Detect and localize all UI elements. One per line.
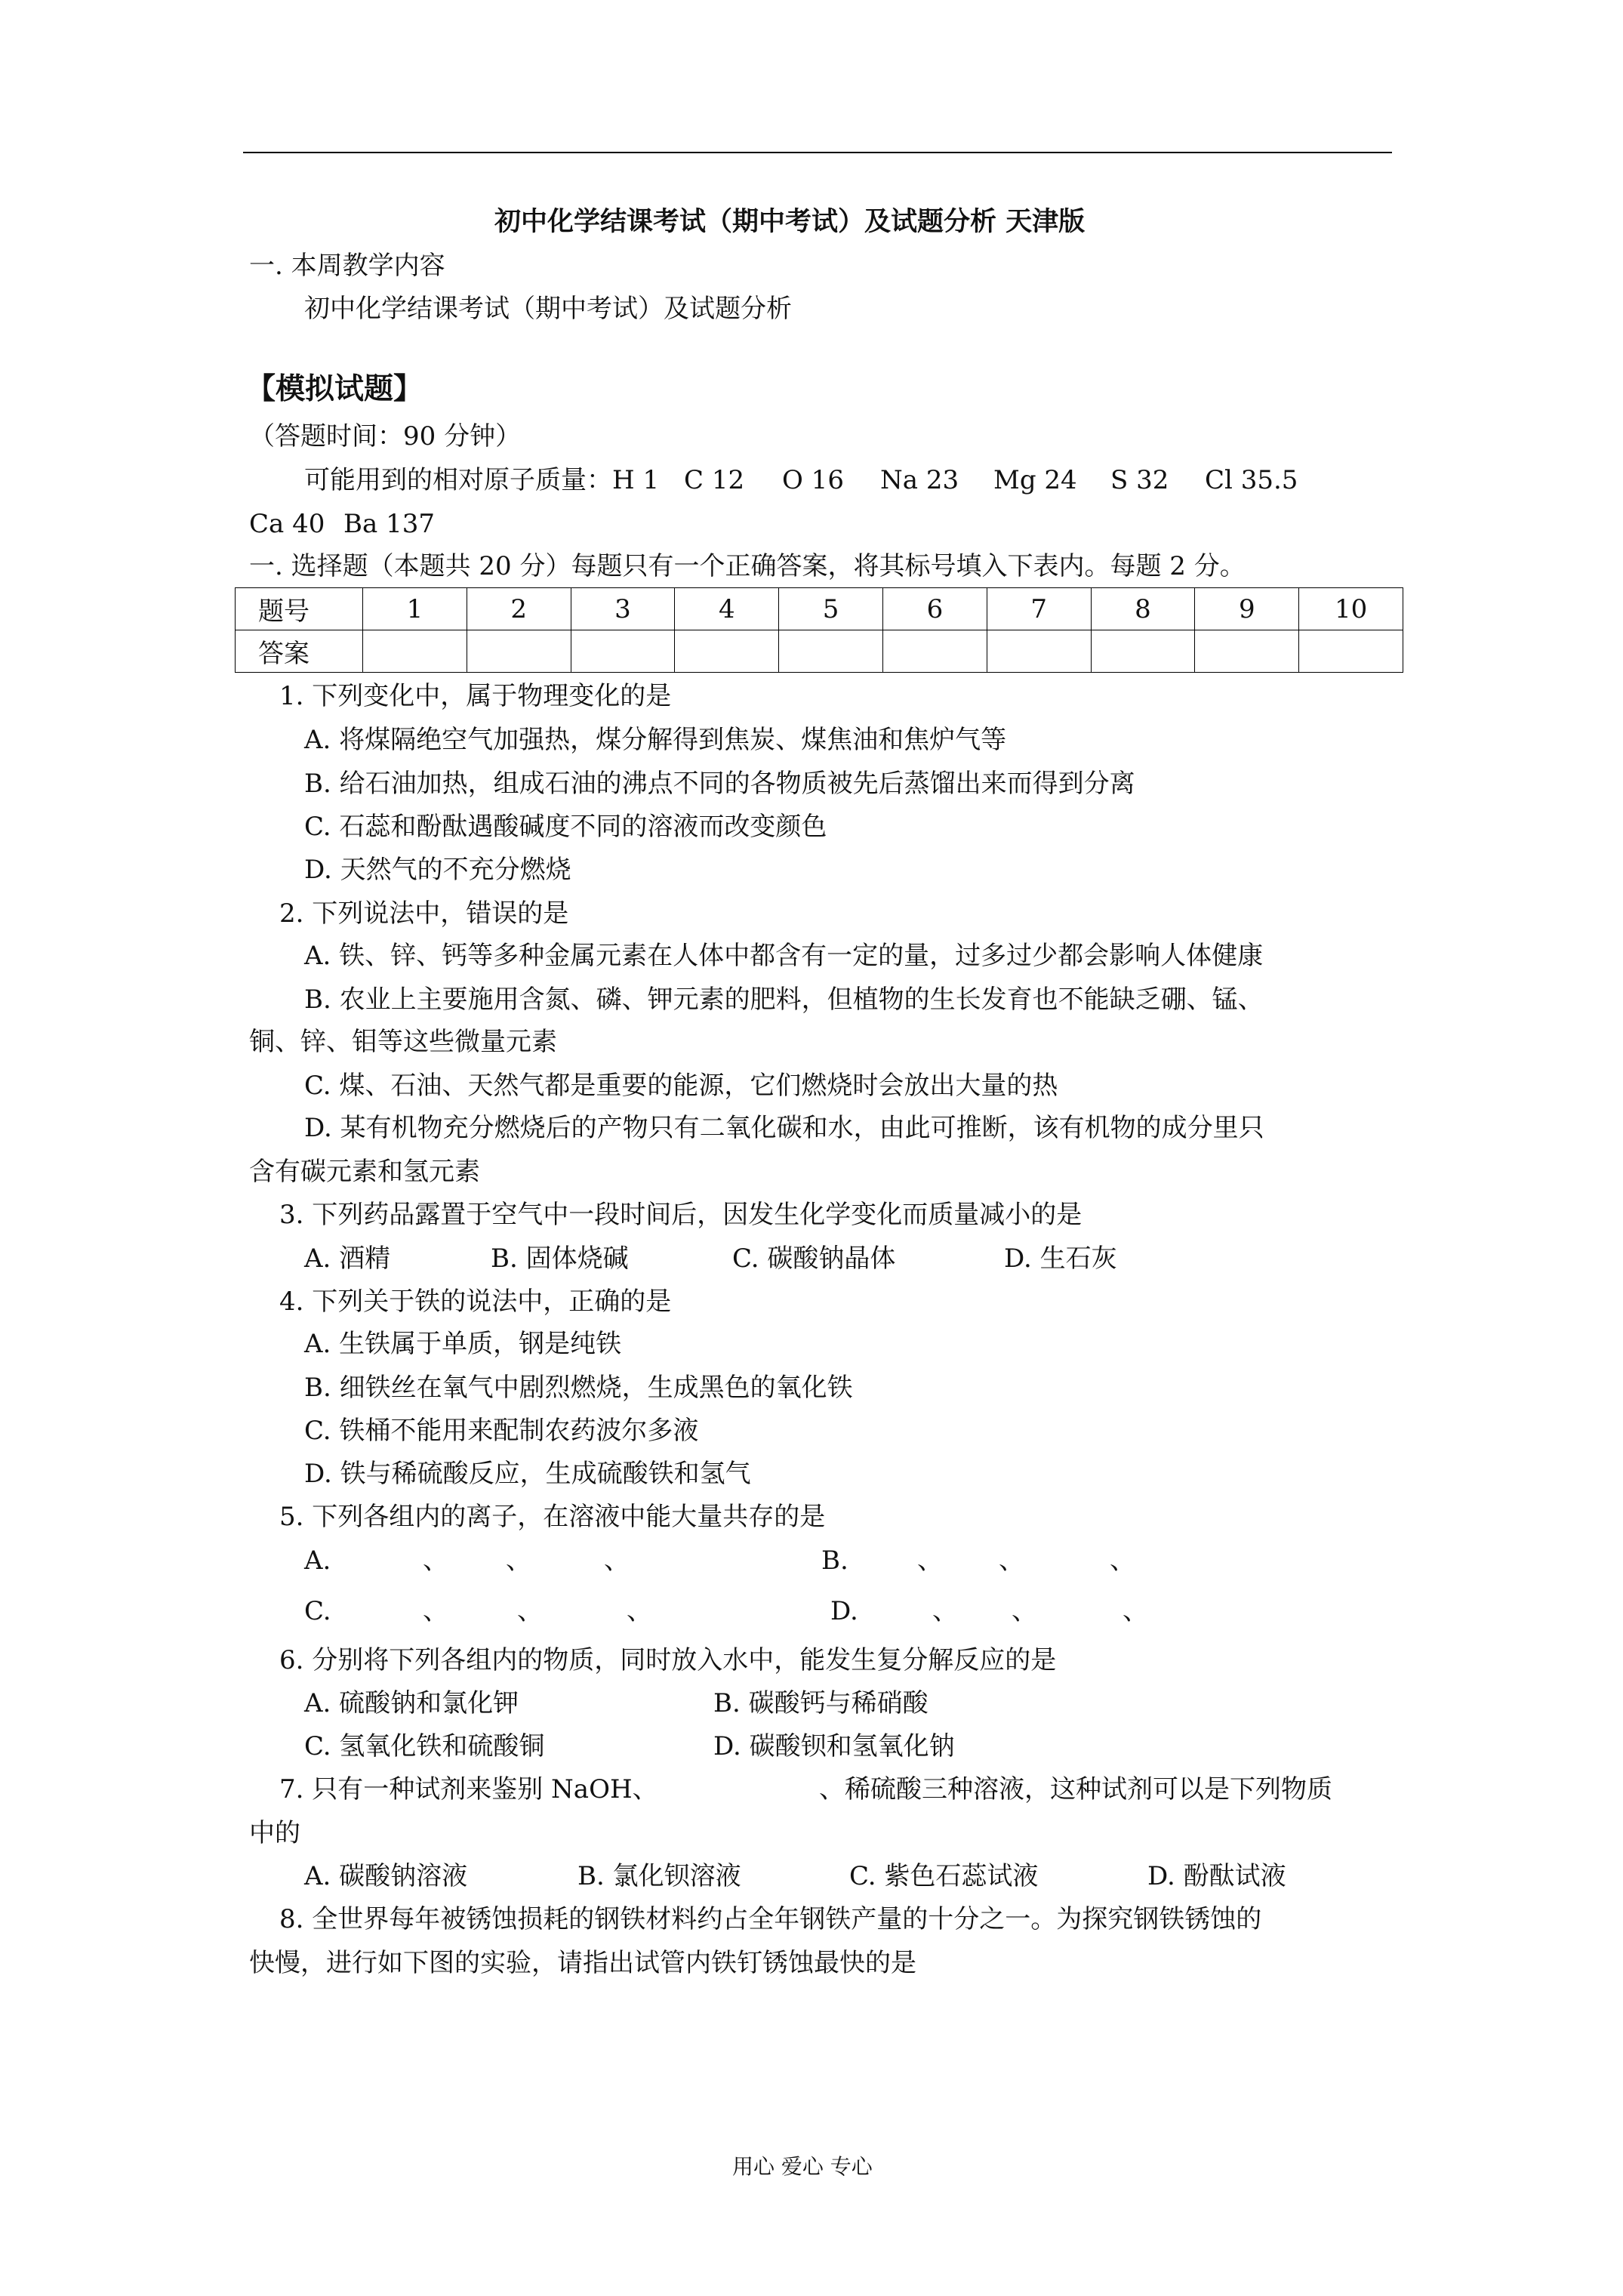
q8-stem: 8. 全世界每年被锈蚀损耗的钢铁材料约占全年钢铁产量的十分之一。为探究钢铁锈蚀的 [279, 1904, 1262, 1934]
q3-option-c: C. 碳酸钠晶体 [732, 1244, 896, 1274]
atomic-mass-line-2 [249, 507, 435, 541]
q7-option-b: B. 氯化钡溶液 [577, 1861, 741, 1891]
q1-option-d: D. 天然气的不充分燃烧 [304, 855, 571, 885]
atomic-mass-cl: Cl 35.5 [1205, 465, 1298, 495]
atomic-mass-label: 可能用到的相对原子质量： [304, 465, 612, 495]
atomic-mass-o: O 16 [782, 465, 844, 495]
answer-cell [882, 630, 987, 673]
section1-heading: 一. 本周教学内容 [249, 251, 445, 281]
answer-table-number: 1 [363, 588, 467, 630]
time-note: （答题时间：90 分钟） [249, 421, 522, 451]
q1-stem: 1. 下列变化中，属于物理变化的是 [279, 681, 672, 711]
q5-b-separator: 、 [1110, 1546, 1135, 1576]
q1-option-c: C. 石蕊和酚酞遇酸碱度不同的溶液而改变颜色 [304, 812, 827, 842]
q2-option-a: A. 铁、锌、钙等多种金属元素在人体中都含有一定的量，过多过少都会影响人体健康 [304, 941, 1264, 971]
atomic-mass-line [304, 464, 1298, 497]
q2-option-d: D. 某有机物充分燃烧后的产物只有二氧化碳和水，由此可推断，该有机物的成分里只 [304, 1113, 1264, 1143]
q5-c-separator: 、 [423, 1596, 448, 1626]
q6-stem: 6. 分别将下列各组内的物质，同时放入水中，能发生复分解反应的是 [279, 1645, 1057, 1675]
q6-option-a: A. 硫酸钠和氯化钾 [304, 1688, 519, 1718]
q2-option-b: B. 农业上主要施用含氮、磷、钾元素的肥料，但植物的生长发育也不能缺乏硼、锰、 [304, 985, 1264, 1015]
atomic-mass-h: H 1 [612, 465, 660, 495]
answer-table-number-label: 题号 [236, 588, 363, 630]
q5-option-a: A. [304, 1546, 331, 1576]
q5-option-b: B. [821, 1546, 848, 1576]
q7-stem-line2: 中的 [249, 1818, 300, 1848]
q1-option-a: A. 将煤隔绝空气加强热，煤分解得到焦炭、煤焦油和焦炉气等 [304, 725, 1007, 755]
document-title: 初中化学结课考试（期中考试）及试题分析 天津版 [494, 206, 1086, 237]
atomic-mass-na: Na 23 [880, 465, 959, 495]
q2-option-c: C. 煤、石油、天然气都是重要的能源，它们燃烧时会放出大量的热 [304, 1071, 1058, 1101]
q6-option-b: B. 碳酸钙与稀硝酸 [713, 1688, 929, 1718]
section1-content: 初中化学结课考试（期中考试）及试题分析 [304, 294, 792, 324]
page-footer: 用心 爱心 专心 [732, 2154, 873, 2179]
answer-table-number: 3 [571, 588, 675, 630]
q3-option-d: D. 生石灰 [1004, 1244, 1117, 1274]
q4-option-a: A. 生铁属于单质，钢是纯铁 [304, 1329, 622, 1359]
q4-option-c: C. 铁桶不能用来配制农药波尔多液 [304, 1416, 699, 1446]
answer-table [235, 587, 1403, 673]
q5-option-c: C. [304, 1596, 331, 1626]
q5-c-separator: 、 [517, 1596, 543, 1626]
answer-cell [1299, 630, 1403, 673]
q5-stem: 5. 下列各组内的离子，在溶液中能大量共存的是 [279, 1502, 826, 1532]
answer-table-number-row [236, 588, 1403, 630]
q7-option-d: D. 酚酞试液 [1147, 1861, 1286, 1891]
q3-stem: 3. 下列药品露置于空气中一段时间后，因发生化学变化而质量减小的是 [279, 1200, 1083, 1230]
q3-option-b: B. 固体烧碱 [491, 1244, 629, 1274]
mock-exam-heading: 【模拟试题】 [246, 371, 423, 406]
q4-option-b: B. 细铁丝在氧气中剧烈燃烧，生成黑色的氧化铁 [304, 1373, 853, 1403]
q2-option-d-cont: 含有碳元素和氢元素 [249, 1157, 480, 1187]
answer-cell [363, 630, 467, 673]
answer-table-number: 5 [779, 588, 883, 630]
atomic-mass-ca: Ca 40 [249, 509, 325, 539]
q4-stem: 4. 下列关于铁的说法中，正确的是 [279, 1287, 672, 1317]
q5-b-separator: 、 [917, 1546, 943, 1576]
answer-table-number: 6 [882, 588, 987, 630]
q2-option-b-cont: 铜、锌、钼等这些微量元素 [249, 1027, 557, 1057]
answer-table-answer-label: 答案 [236, 630, 363, 673]
q7-stem-continued: 、稀硫酸三种溶液，这种试剂可以是下列物质 [819, 1774, 1332, 1804]
q5-option-d: D. [830, 1596, 858, 1626]
q3-option-a: A. 酒精 [304, 1244, 391, 1274]
q2-stem: 2. 下列说法中，错误的是 [279, 898, 569, 929]
q8-stem-line2: 快慢，进行如下图的实验，请指出试管内铁钉锈蚀最快的是 [249, 1948, 916, 1978]
answer-cell [779, 630, 883, 673]
answer-cell [467, 630, 571, 673]
answer-cell [1091, 630, 1195, 673]
header-rule [243, 152, 1392, 153]
q6-option-c: C. 氢氧化铁和硫酸铜 [304, 1731, 545, 1761]
answer-table-answer-row [236, 630, 1403, 673]
atomic-mass-c: C 12 [684, 465, 745, 495]
answer-cell [675, 630, 779, 673]
choice-section-heading: 一. 选择题（本题共 20 分）每题只有一个正确答案，将其标号填入下表内。每题 2 分。 [249, 551, 1246, 581]
answer-table-number: 4 [675, 588, 779, 630]
q1-option-b: B. 给石油加热，组成石油的沸点不同的各物质被先后蒸馏出来而得到分离 [304, 769, 1135, 799]
answer-cell [987, 630, 1091, 673]
answer-table-number: 10 [1299, 588, 1403, 630]
q7-stem: 7. 只有一种试剂来鉴别 NaOH、 [279, 1774, 658, 1804]
q6-option-d: D. 碳酸钡和氢氧化钠 [713, 1731, 955, 1761]
q7-option-a: A. 碳酸钠溶液 [304, 1861, 468, 1891]
answer-table-number: 9 [1195, 588, 1299, 630]
atomic-mass-s: S 32 [1110, 465, 1169, 495]
atomic-mass-mg: Mg 24 [993, 465, 1077, 495]
q5-d-separator: 、 [1012, 1596, 1037, 1626]
q4-option-d: D. 铁与稀硫酸反应，生成硫酸铁和氢气 [304, 1459, 751, 1489]
q5-a-separator: 、 [506, 1546, 531, 1576]
answer-table-number: 8 [1091, 588, 1195, 630]
answer-table-number: 7 [987, 588, 1091, 630]
q5-d-separator: 、 [932, 1596, 958, 1626]
q5-c-separator: 、 [627, 1596, 652, 1626]
answer-cell [1195, 630, 1299, 673]
q5-d-separator: 、 [1123, 1596, 1148, 1626]
answer-table-number: 2 [467, 588, 571, 630]
q5-b-separator: 、 [999, 1546, 1024, 1576]
q5-a-separator: 、 [423, 1546, 448, 1576]
q7-option-c: C. 紫色石蕊试液 [849, 1861, 1039, 1891]
atomic-mass-ba: Ba 137 [343, 509, 435, 539]
answer-cell [571, 630, 675, 673]
q5-a-separator: 、 [604, 1546, 630, 1576]
